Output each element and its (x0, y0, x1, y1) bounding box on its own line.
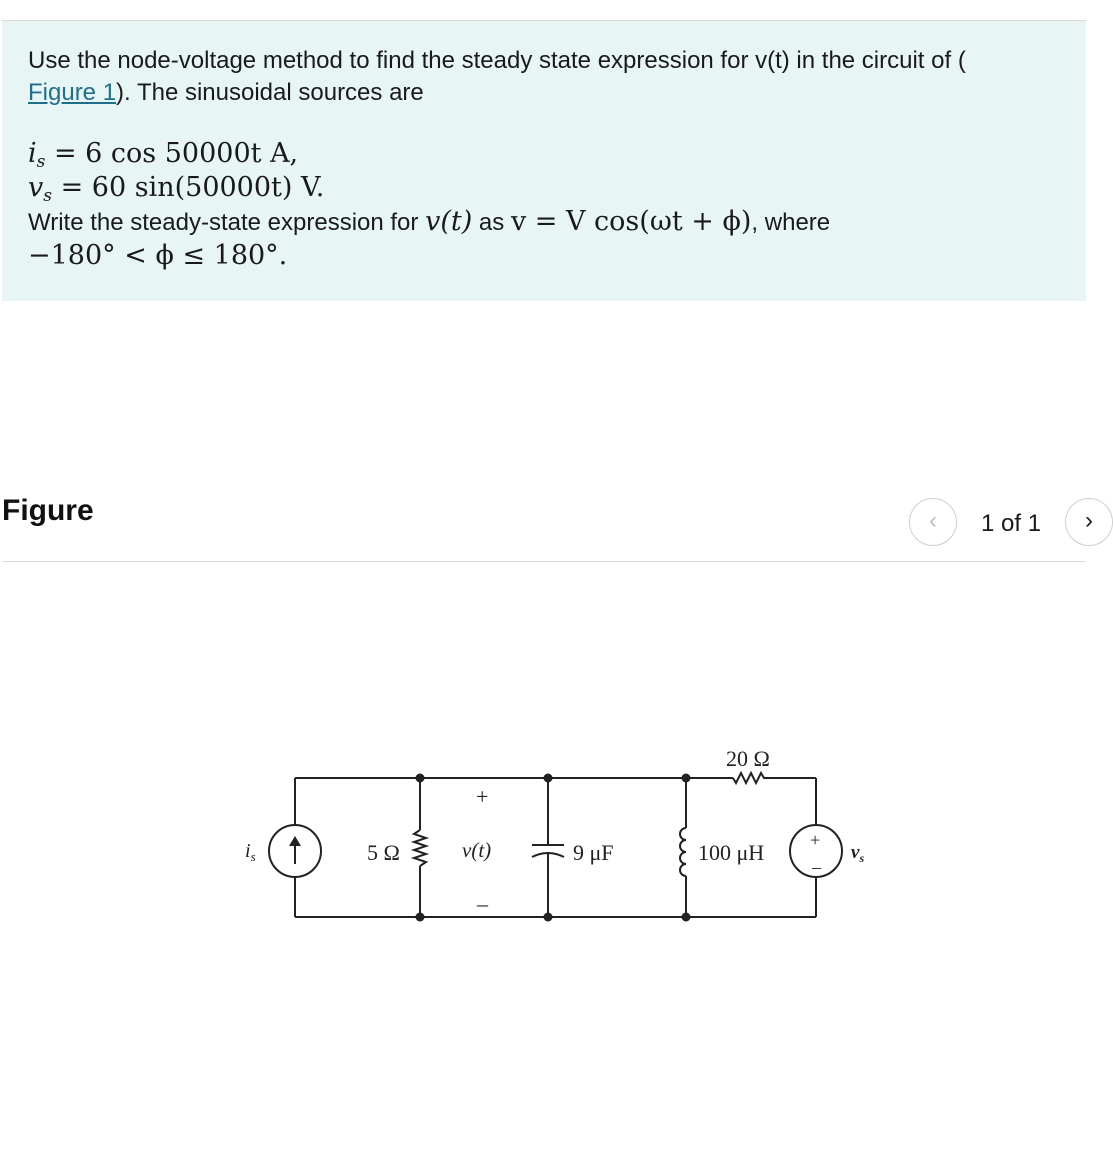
node-dot (416, 913, 425, 922)
r1-label: 5 Ω (367, 840, 400, 865)
phase-range: −180° < ϕ ≤ 180°. (28, 240, 288, 271)
arrow-up-icon (289, 836, 301, 846)
is-equation: $i_s = 6$ cos 50000t A, (28, 138, 299, 172)
vs-plus-label: + (810, 830, 821, 850)
vs-label: $v_s$ (851, 842, 865, 865)
vs-minus-label: – (812, 857, 821, 877)
intro-text-rest: ). The sinusoidal sources are (116, 79, 424, 106)
inductor-label: 100 μH (698, 840, 765, 865)
r2-label: 20 Ω (726, 746, 770, 771)
is-label: $i_s$ (245, 840, 256, 864)
vt-minus-label: – (477, 891, 488, 916)
node-dot (544, 774, 553, 783)
capacitor-label: 9 μF (573, 840, 614, 865)
figure-pager-label: 1 of 1 (981, 510, 1042, 537)
resistor-5-ohm-symbol (414, 830, 426, 866)
chevron-left-icon: ‹ (929, 507, 937, 534)
figure-heading: Figure (2, 494, 94, 527)
vt-label: v(t) (462, 838, 492, 862)
vs-equation: $v_s = 60$ sin(50000t) V. (28, 172, 325, 206)
figure-1-link[interactable]: Figure 1 (28, 79, 117, 106)
write-instruction: Write the steady-state expression for v(t) as v = V cos(ωt + ϕ), where (28, 206, 831, 237)
node-dot (682, 774, 691, 783)
inductor-symbol (680, 828, 686, 876)
node-dot (416, 774, 425, 783)
intro-text: Use the node-voltage method to find the steady state expression for v(t) in the circuit of ( (28, 47, 966, 74)
node-dot (682, 913, 691, 922)
node-dot (544, 913, 553, 922)
vt-plus-label: + (476, 784, 489, 809)
chevron-right-icon: › (1085, 507, 1093, 534)
resistor-20-ohm-symbol (733, 773, 767, 783)
